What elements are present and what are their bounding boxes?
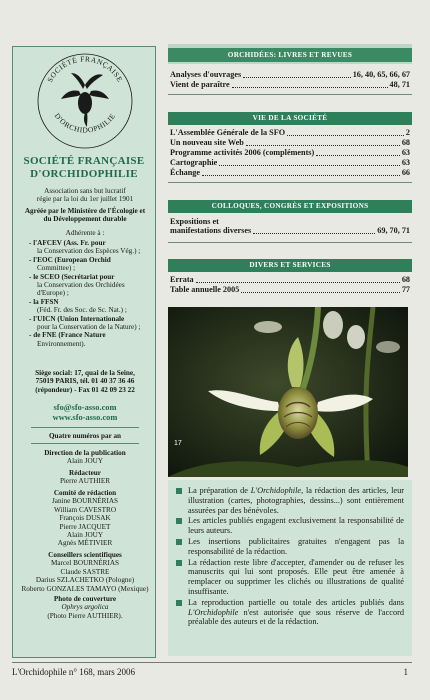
toc-row xyxy=(170,285,410,295)
section-ribbon-colloques: COLLOQUES, CONGRÈS ET EXPOSITIONS xyxy=(168,200,412,213)
email-link[interactable]: sfo@sfo-asso.com xyxy=(53,403,117,412)
orchid-photo-image xyxy=(168,307,408,477)
toc-leader xyxy=(241,291,400,293)
footer-rule xyxy=(12,662,412,663)
square-bullet-icon xyxy=(176,488,182,494)
editorial-notes xyxy=(168,480,412,656)
svg-text:SOCIÉTÉ FRANÇAISE: SOCIÉTÉ FRANÇAISE xyxy=(45,54,125,84)
toc-leader xyxy=(243,76,350,78)
toc-leader xyxy=(287,134,404,136)
note-item xyxy=(176,598,404,627)
toc-title-line: Expositions et xyxy=(170,216,219,226)
toc-row xyxy=(170,70,410,80)
square-bullet-icon xyxy=(176,600,182,606)
member-name: - de FNE (France Nature xyxy=(29,331,106,340)
member-item xyxy=(29,239,151,256)
conseiller-name: Marcel BOURNÉRIAS xyxy=(50,559,120,568)
comite-title: Comité de rédaction xyxy=(53,489,117,497)
conseiller-name: Roberto GONZALES TAMAYO (Mexique) xyxy=(21,584,149,593)
direction-name: Alain JOUY xyxy=(66,457,104,466)
divider xyxy=(168,182,412,183)
member-item xyxy=(29,315,151,332)
toc-row xyxy=(170,138,410,148)
member-detail: Environnement). xyxy=(37,339,86,348)
society-name-line2: D'ORCHIDOPHILIE xyxy=(30,168,138,180)
square-bullet-icon xyxy=(176,518,182,524)
member-name: - la FFSN xyxy=(29,297,59,306)
divider xyxy=(168,242,412,243)
note-emphasis: L'Orchidophile xyxy=(250,486,302,495)
society-logo xyxy=(35,51,135,151)
toc-row xyxy=(170,158,410,168)
comite-member: François DUSAK xyxy=(59,514,111,523)
toc-title: Cartographie xyxy=(170,158,218,167)
couverture-block xyxy=(17,595,153,620)
note-item xyxy=(176,537,404,557)
toc-title: Programme activités 2006 (compléments) xyxy=(170,148,315,157)
divider xyxy=(31,427,139,428)
assoc-line: Association sans but lucratif xyxy=(44,187,126,195)
member-item xyxy=(29,273,151,298)
toc-pages: 16, 40, 65, 66, 67 xyxy=(352,70,410,79)
siege-line: 75019 PARIS, tél. 01 40 37 36 46 xyxy=(35,377,135,386)
toc-title: Échange xyxy=(170,168,201,177)
member-item xyxy=(29,331,151,348)
society-name-line1: SOCIÉTÉ FRANÇAISE xyxy=(23,155,145,167)
member-name: - l'UICN (Union Internationale xyxy=(29,314,125,323)
note-item xyxy=(176,516,404,536)
redacteur-name: Pierre AUTHIER xyxy=(59,477,111,486)
conseiller-name: Darius SZLACHETKO (Pologne) xyxy=(35,576,135,585)
couverture-title: Photo de couverture xyxy=(53,595,117,603)
toc-leader xyxy=(232,86,388,88)
toc-leader xyxy=(219,164,400,166)
comite-member: Janine BOURNÉRIAS xyxy=(51,497,119,506)
journal-issue: L'Orchidophile n° 168, mars 2006 xyxy=(12,667,135,677)
agree-line: Agréée par le Ministère de l'Écologie et xyxy=(24,207,146,215)
toc-title: Vient de paraître xyxy=(170,80,230,89)
conseiller-name: Claude SASTRE xyxy=(60,567,110,576)
toc-leader xyxy=(196,281,400,283)
couverture-credit: (Photo Pierre AUTHIER). xyxy=(47,611,123,620)
direction-title: Direction de la publication xyxy=(44,449,126,457)
agreement xyxy=(17,207,153,224)
toc-pages: 77 xyxy=(401,285,410,294)
photo-number: 17 xyxy=(174,440,182,447)
society-name xyxy=(13,155,155,181)
toc-pages: 68 xyxy=(401,275,410,284)
member-detail: (Féd. Fr. des Soc. de Sc. Nat.) ; xyxy=(37,306,127,315)
note-text: n'est autorisée que sous réserve de l'accord préalable des auteurs et de la rédaction. xyxy=(188,607,404,627)
toc-pages: 63 xyxy=(401,158,410,167)
toc-title: Errata xyxy=(170,275,194,284)
toc-row xyxy=(170,275,410,285)
member-item xyxy=(29,256,151,273)
conseillers-block xyxy=(17,551,153,593)
member-detail: la Conservation des Espèces Vég.) ; xyxy=(37,247,141,256)
member-detail: la Conservation des Orchidées xyxy=(37,281,125,290)
note-text: , la rédaction des articles, leur illustration (cartes, photographies, dessins...) sont entièrement assurées par des bénévoles. xyxy=(188,486,404,515)
contact-block xyxy=(17,403,153,423)
note-item xyxy=(176,558,404,597)
square-bullet-icon xyxy=(176,560,182,566)
note-text: Les articles publiés engagent exclusivement la responsabilité de leurs auteurs. xyxy=(188,516,404,536)
toc-row xyxy=(170,148,410,158)
toc-row xyxy=(170,80,410,90)
direction-block xyxy=(17,449,153,466)
member-name: - l'AFCEV (Ass. Fr. pour xyxy=(29,239,106,247)
comite-member: Alain JOUY xyxy=(66,531,104,540)
toc-title xyxy=(170,217,251,236)
toc-pages: 68 xyxy=(401,138,410,147)
note-text: La rédaction reste libre d'accepter, d'amender ou de refuser les manuscrits qui lui sont proposés. Elle peut être amenée à remplacer ou supprimer les clichés ou illustrations de qualité insuffisante. xyxy=(188,557,404,596)
society-panel xyxy=(12,46,156,658)
note-item xyxy=(176,486,404,515)
website-link[interactable]: www.sfo-asso.com xyxy=(52,413,118,422)
frequency: Quatre numéros par an xyxy=(48,432,122,440)
toc-pages: 66 xyxy=(401,168,410,177)
toc-title: Un nouveau site Web xyxy=(170,138,244,147)
siege-social xyxy=(17,369,153,394)
orchid-photo xyxy=(168,307,408,477)
member-detail: d'Europe) ; xyxy=(37,289,69,298)
toc-title: Table annuelle 2005 xyxy=(170,285,240,294)
note-text: Les insertions publicitaires gratuites n'engagent pas la responsabilité de la rédaction. xyxy=(188,536,404,556)
orchid-flower-icon xyxy=(61,73,109,127)
square-bullet-icon xyxy=(176,539,182,545)
redacteur-title: Rédacteur xyxy=(69,469,101,477)
section-ribbon-vie: VIE DE LA SOCIÉTÉ xyxy=(168,112,412,125)
toc-pages: 2 xyxy=(405,128,410,137)
note-text: La préparation de xyxy=(188,486,251,495)
toc-title: Analyses d'ouvrages xyxy=(170,70,242,79)
assoc-line: régie par la loi du 1er juillet 1901 xyxy=(36,195,134,204)
toc-leader xyxy=(246,144,400,146)
section-ribbon-livres: ORCHIDÉES: LIVRES ET REVUES xyxy=(168,48,412,62)
toc-row xyxy=(170,128,410,138)
member-name: - le SCEO (Secrétariat pour xyxy=(29,272,115,281)
note-text: La reproduction partielle ou totale des articles publiés dans xyxy=(188,597,404,607)
note-emphasis: L'Orchidophile xyxy=(188,607,239,617)
toc-pages: 48, 71 xyxy=(389,80,410,89)
member-detail: Committee) ; xyxy=(37,264,76,273)
conseillers-title: Conseillers scientifiques xyxy=(48,551,122,559)
toc-pages: 63 xyxy=(401,148,410,157)
section-ribbon-divers: DIVERS ET SERVICES xyxy=(168,259,412,272)
divider xyxy=(168,94,412,95)
comite-member: Pierre JACQUET xyxy=(59,522,111,531)
toc-title: L'Assemblée Générale de la SFO xyxy=(170,128,286,137)
page-number: 1 xyxy=(403,667,408,677)
couverture-species: Ophrys argolica xyxy=(61,603,109,612)
comite-member: William CAVESTRO xyxy=(53,505,117,514)
adherente-label: Adhérente à : xyxy=(65,229,105,237)
toc-row xyxy=(170,216,410,236)
toc-leader xyxy=(316,154,400,156)
svg-text:D'ORCHIDOPHILIE: D'ORCHIDOPHILIE xyxy=(52,111,118,135)
member-item xyxy=(29,298,151,315)
toc-leader xyxy=(253,232,375,234)
toc-row xyxy=(170,168,410,178)
member-name: - l'EOC (European Orchid xyxy=(29,255,111,264)
siege-line: Siège social: 17, quai de la Seine, xyxy=(35,369,135,377)
comite-block xyxy=(17,489,153,548)
comite-member: Agnès MÉTIVIER xyxy=(57,539,113,548)
member-list xyxy=(29,239,151,348)
divider xyxy=(31,443,139,444)
toc-pages: 69, 70, 71 xyxy=(377,226,410,236)
redacteur-block xyxy=(17,469,153,486)
toc-leader xyxy=(202,174,400,176)
agree-line: du Développement durable xyxy=(43,215,127,224)
association-status xyxy=(17,187,153,204)
member-detail: pour la Conservation de la Nature) ; xyxy=(37,323,141,332)
toc-title-line: manifestations diverses xyxy=(170,226,252,236)
siege-line: (répondeur) - Fax 01 42 09 23 22 xyxy=(35,385,135,394)
